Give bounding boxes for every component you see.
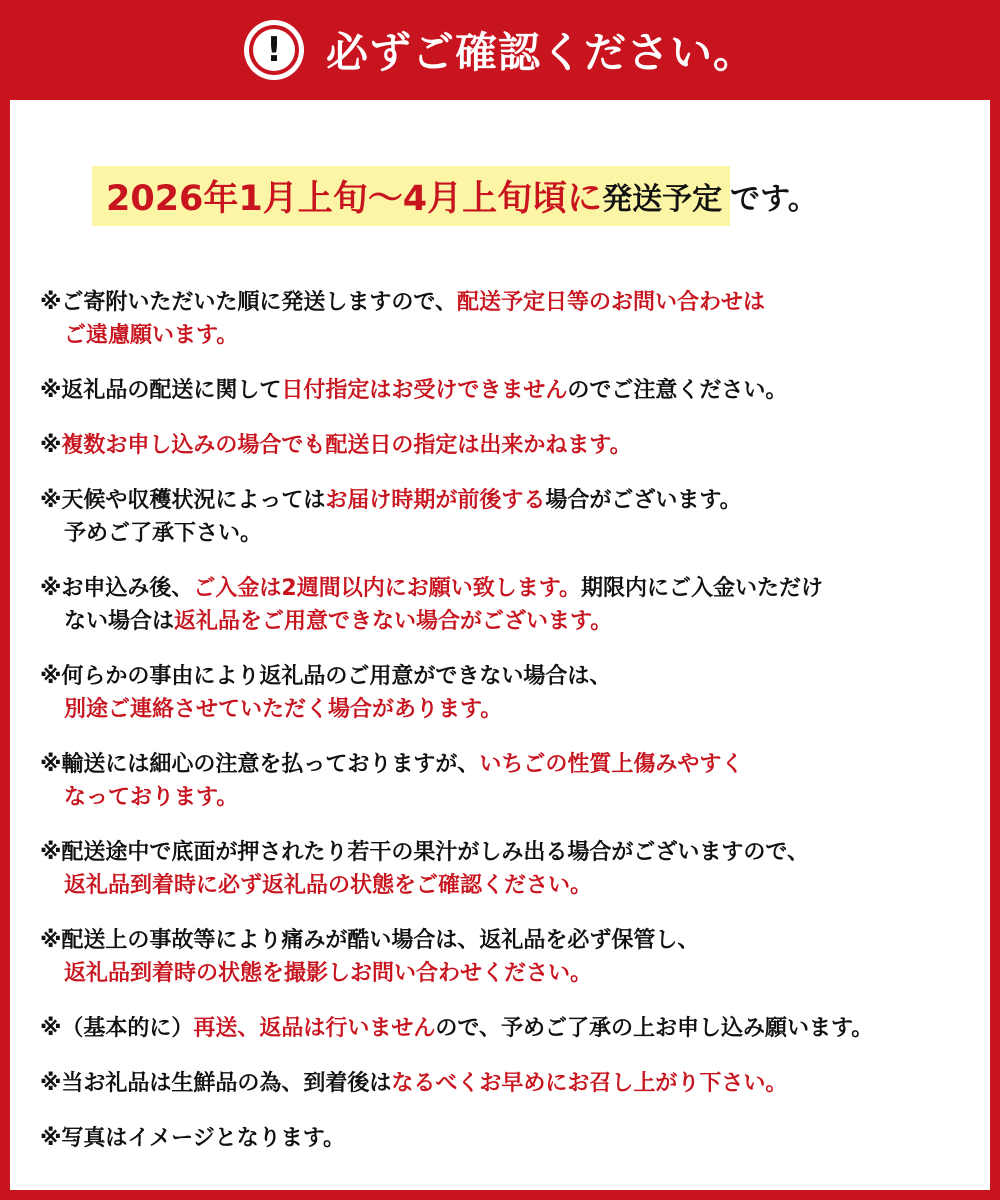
notice-line (40, 1122, 980, 1155)
notice-text: のでご注意ください。 (567, 378, 788, 403)
notice-text: ※返礼品の配送に関して (40, 378, 282, 403)
notice-emphasis-text: ご入金は2週間以内にお願い致します。 (193, 576, 581, 601)
notice-text: 期限内にご入金いただけ (580, 576, 823, 601)
shipping-plan-label: 発送予定 (602, 182, 723, 217)
notice-text: ※天候や収穫状況によっては (40, 488, 326, 513)
notice-item (40, 748, 980, 814)
notice-emphasis-text: 別途ご連絡させていただく場合があります。 (64, 697, 503, 722)
notice-item (40, 660, 980, 726)
notice-line (40, 1067, 980, 1100)
notice-item (40, 1012, 980, 1045)
notice-line (40, 286, 980, 319)
notice-text: ※ご寄附いただいた順に発送しますので、 (40, 290, 457, 315)
notice-emphasis-text: 複数お申し込みの場合でも配送日の指定は出来かねます。 (61, 433, 632, 458)
notice-text: ので、予めご了承の上お申し込み願います。 (435, 1016, 874, 1041)
notice-text: 場合がございます。 (545, 488, 742, 513)
notice-emphasis-text: 返礼品到着時の状態を撮影しお問い合わせください。 (64, 961, 593, 986)
notice-item (40, 836, 980, 902)
notice-line (40, 319, 980, 352)
notice-emphasis-text: お届け時期が前後する (325, 488, 546, 513)
notice-text: ※輸送には細心の注意を払っておりますが、 (40, 752, 480, 777)
notice-text: ※何らかの事由により返礼品のご用意ができない場合は、 (40, 664, 612, 689)
notice-line (40, 869, 980, 902)
notice-line (40, 748, 980, 781)
notice-line (40, 572, 980, 605)
notice-panel (10, 100, 990, 1190)
notice-item (40, 374, 980, 407)
notice-line (40, 957, 980, 990)
notice-text: ※配送途中で底面が押されたり若干の果汁がしみ出る場合がございますので、 (40, 840, 809, 865)
notice-emphasis-text: 返礼品到着時に必ず返礼品の状態をご確認ください。 (64, 873, 593, 898)
notice-item (40, 1067, 980, 1100)
notice-item (40, 572, 980, 638)
notice-emphasis-text: 返礼品をご用意できない場合がございます。 (174, 609, 613, 634)
notice-emphasis-text: 日付指定はお受けできません (281, 378, 568, 403)
notice-text: ※お申込み後、 (40, 576, 194, 601)
notes-list (40, 286, 980, 1177)
notice-text: 予めご了承下さい。 (64, 521, 263, 546)
shipping-period: 2026年1月上旬～4月上旬頃に (106, 179, 603, 219)
notice-emphasis-text: 再送、返品は行いません (193, 1016, 436, 1041)
notice-line (40, 660, 980, 693)
notice-text: ※写真はイメージとなります。 (40, 1126, 345, 1151)
notice-item (40, 1122, 980, 1155)
notice-text: ※（基本的に） (40, 1016, 194, 1041)
notice-line (40, 693, 980, 726)
notice-emphasis-text: なるべくお早めにお召し上がり下さい。 (391, 1071, 788, 1096)
header-title: 必ずご確認ください。 (325, 28, 756, 77)
notice-emphasis-text: ご遠慮願います。 (64, 323, 239, 348)
headline-highlight (92, 166, 730, 226)
notice-item (40, 286, 980, 352)
notice-line (40, 517, 980, 550)
notice-emphasis-text: いちごの性質上傷みやすく (479, 752, 744, 777)
exclamation-glyph: ! (253, 29, 295, 71)
notice-line (40, 429, 980, 462)
notice-item (40, 484, 980, 550)
notice-header (0, 0, 1000, 100)
notice-item (40, 429, 980, 462)
notice-text: ※配送上の事故等により痛みが酷い場合は、返礼品を必ず保管し、 (40, 928, 700, 953)
notice-line (40, 924, 980, 957)
notice-text: ※ (40, 433, 62, 458)
notice-line (40, 781, 980, 814)
notice-text: ※当お礼品は生鮮品の為、到着後は (40, 1071, 392, 1096)
notice-line (40, 836, 980, 869)
shipping-schedule-headline (92, 166, 818, 226)
notice-emphasis-text: 配送予定日等のお問い合わせは (456, 290, 765, 315)
notice-emphasis-text: なっております。 (64, 785, 239, 810)
exclamation-icon (244, 20, 304, 80)
notice-text: ない場合は (64, 609, 175, 634)
notice-line (40, 374, 980, 407)
notice-line (40, 605, 980, 638)
headline-tail: です。 (730, 182, 818, 217)
notice-line (40, 1012, 980, 1045)
notice-item (40, 924, 980, 990)
notice-line (40, 484, 980, 517)
